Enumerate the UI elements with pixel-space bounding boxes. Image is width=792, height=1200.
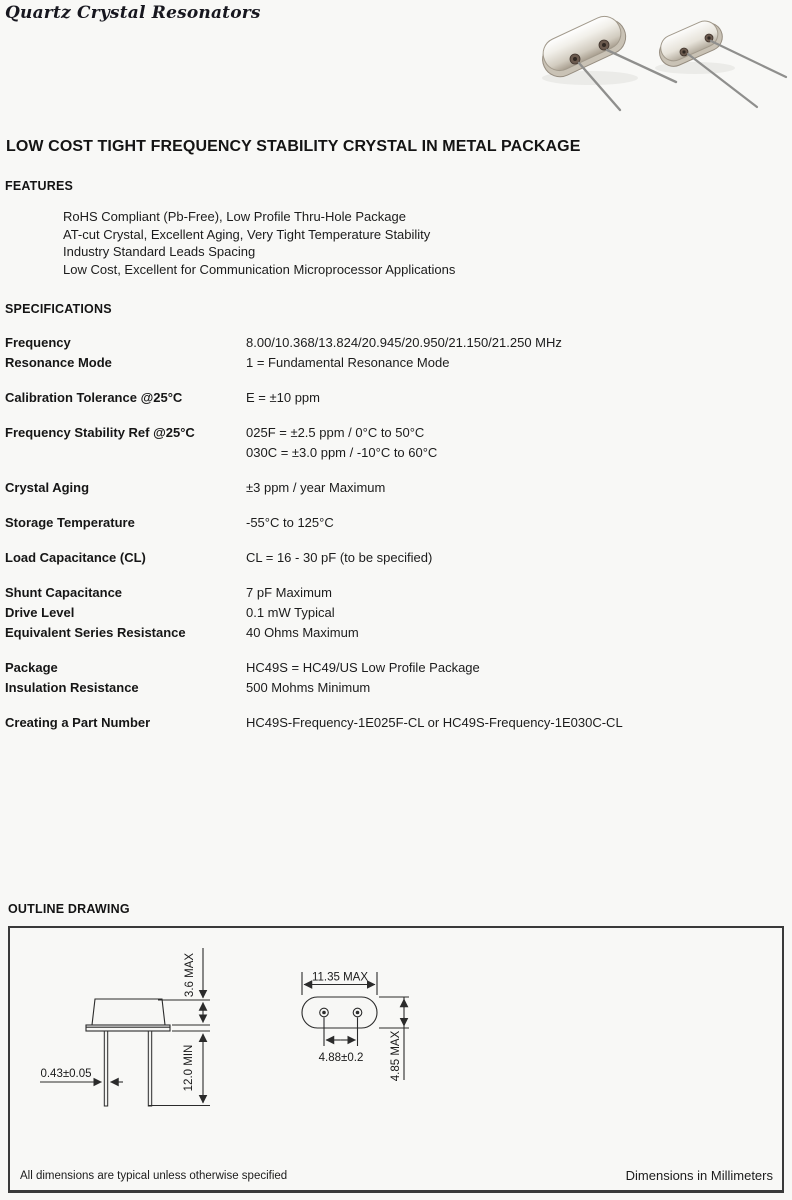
spec-row <box>5 623 705 643</box>
side-view-height-label: 3.6 MAX <box>184 952 197 998</box>
spec-value: E = ±10 ppm <box>246 390 320 405</box>
spec-label: Resonance Mode <box>5 355 112 370</box>
spec-row <box>5 333 705 353</box>
spec-value: 1 = Fundamental Resonance Mode <box>246 355 450 370</box>
spec-label: Package <box>5 660 58 675</box>
spec-row <box>5 443 705 463</box>
spec-label: Drive Level <box>5 605 75 620</box>
feature-item: AT-cut Crystal, Excellent Aging, Very Tight Temperature Stability <box>63 226 431 242</box>
spec-label: Storage Temperature <box>5 515 135 530</box>
crystal-left-lead <box>579 63 620 110</box>
spec-label: Crystal Aging <box>5 480 90 495</box>
outline-note-left: All dimensions are typical unless otherwise specified <box>20 1170 288 1182</box>
top-view-hole-center <box>322 1011 326 1015</box>
spec-value: ±3 ppm / year Maximum <box>246 480 386 495</box>
spec-group <box>5 513 705 533</box>
spec-value: 025F = ±2.5 ppm / 0°C to 50°C <box>246 425 425 440</box>
spec-row <box>5 678 705 698</box>
features-list <box>63 208 455 278</box>
crystal-right <box>654 16 786 107</box>
specifications-heading: SPECIFICATIONS <box>5 302 112 316</box>
spec-group <box>5 658 705 698</box>
side-view-can-body <box>92 999 165 1025</box>
spec-row <box>5 388 705 408</box>
top-view-length-label: 11.35 MAX <box>311 971 369 984</box>
spec-group <box>5 478 705 498</box>
spec-value: 0.1 mW Typical <box>246 605 335 620</box>
crystal-right-lead <box>688 54 757 107</box>
feature-item: Low Cost, Excellent for Communication Microprocessor Applications <box>63 261 456 277</box>
main-heading: LOW COST TIGHT FREQUENCY STABILITY CRYSTAL IN METAL PACKAGE <box>6 138 581 155</box>
spec-group <box>5 548 705 568</box>
spec-row <box>5 713 705 733</box>
crystal-right-hole-center <box>707 36 710 39</box>
spec-label: Load Capacitance (CL) <box>5 550 146 565</box>
top-view-body <box>302 997 377 1028</box>
spec-label: Creating a Part Number <box>5 715 151 730</box>
crystal-left <box>535 10 676 110</box>
spec-row <box>5 658 705 678</box>
specifications-table <box>5 333 705 748</box>
spec-label: Frequency <box>5 335 71 350</box>
spec-group <box>5 423 705 463</box>
spec-group <box>5 333 705 373</box>
features-heading: FEATURES <box>5 179 74 193</box>
side-view-lead-length-label: 12.0 MIN <box>183 1044 196 1092</box>
side-view-lead <box>104 1031 107 1106</box>
spec-label: Frequency Stability Ref @25°C <box>5 425 195 440</box>
top-view-width-label: 4.85 MAX <box>390 1030 403 1082</box>
spec-row <box>5 478 705 498</box>
side-view-lead-diameter-label: 0.43±0.05 <box>40 1068 92 1080</box>
crystal-right-hole-center <box>682 50 685 53</box>
spec-group <box>5 388 705 408</box>
spec-label: Insulation Resistance <box>5 680 139 695</box>
spec-label: Equivalent Series Resistance <box>5 625 186 640</box>
spec-row <box>5 513 705 533</box>
spec-value: CL = 16 - 30 pF (to be specified) <box>246 550 433 565</box>
product-photo <box>490 8 790 122</box>
top-view-lead-spacing-label: 4.88±0.2 <box>318 1052 364 1064</box>
spec-label <box>5 443 246 463</box>
side-view-base-flange <box>86 1025 170 1031</box>
outline-note-right: Dimensions in Millimeters <box>625 1168 773 1183</box>
spec-group <box>5 713 705 733</box>
outline-drawing-svg <box>8 926 784 1193</box>
side-view-lead <box>148 1031 151 1106</box>
doc-title: Quartz Crystal Resonators <box>5 3 261 23</box>
spec-value: 8.00/10.368/13.824/20.945/20.950/21.150/21.250 MHz <box>246 335 562 350</box>
spec-value: 500 Mohms Minimum <box>246 680 371 695</box>
feature-item: Industry Standard Leads Spacing <box>63 244 256 259</box>
spec-value: HC49S-Frequency-1E025F-CL or HC49S-Frequency-1E030C-CL <box>246 715 623 730</box>
spec-value: 40 Ohms Maximum <box>246 625 359 640</box>
crystal-left-hole-center <box>602 43 606 47</box>
spec-value: 7 pF Maximum <box>246 585 332 600</box>
spec-label: Shunt Capacitance <box>5 585 123 600</box>
spec-value: -55°C to 125°C <box>246 515 334 530</box>
feature-item: RoHS Compliant (Pb-Free), Low Profile Thru-Hole Package <box>63 209 406 224</box>
crystal-left-hole-center <box>573 57 577 61</box>
spec-row <box>5 603 705 623</box>
spec-row <box>5 583 705 603</box>
spec-row <box>5 548 705 568</box>
spec-value: 030C = ±3.0 ppm / -10°C to 60°C <box>246 445 438 460</box>
outline-drawing-heading: OUTLINE DRAWING <box>8 902 130 916</box>
spec-row <box>5 423 705 443</box>
spec-label: Calibration Tolerance @25°C <box>5 390 183 405</box>
spec-row <box>5 353 705 373</box>
top-view-hole-center <box>356 1011 360 1015</box>
spec-group <box>5 583 705 643</box>
spec-value: HC49S = HC49/US Low Profile Package <box>246 660 480 675</box>
